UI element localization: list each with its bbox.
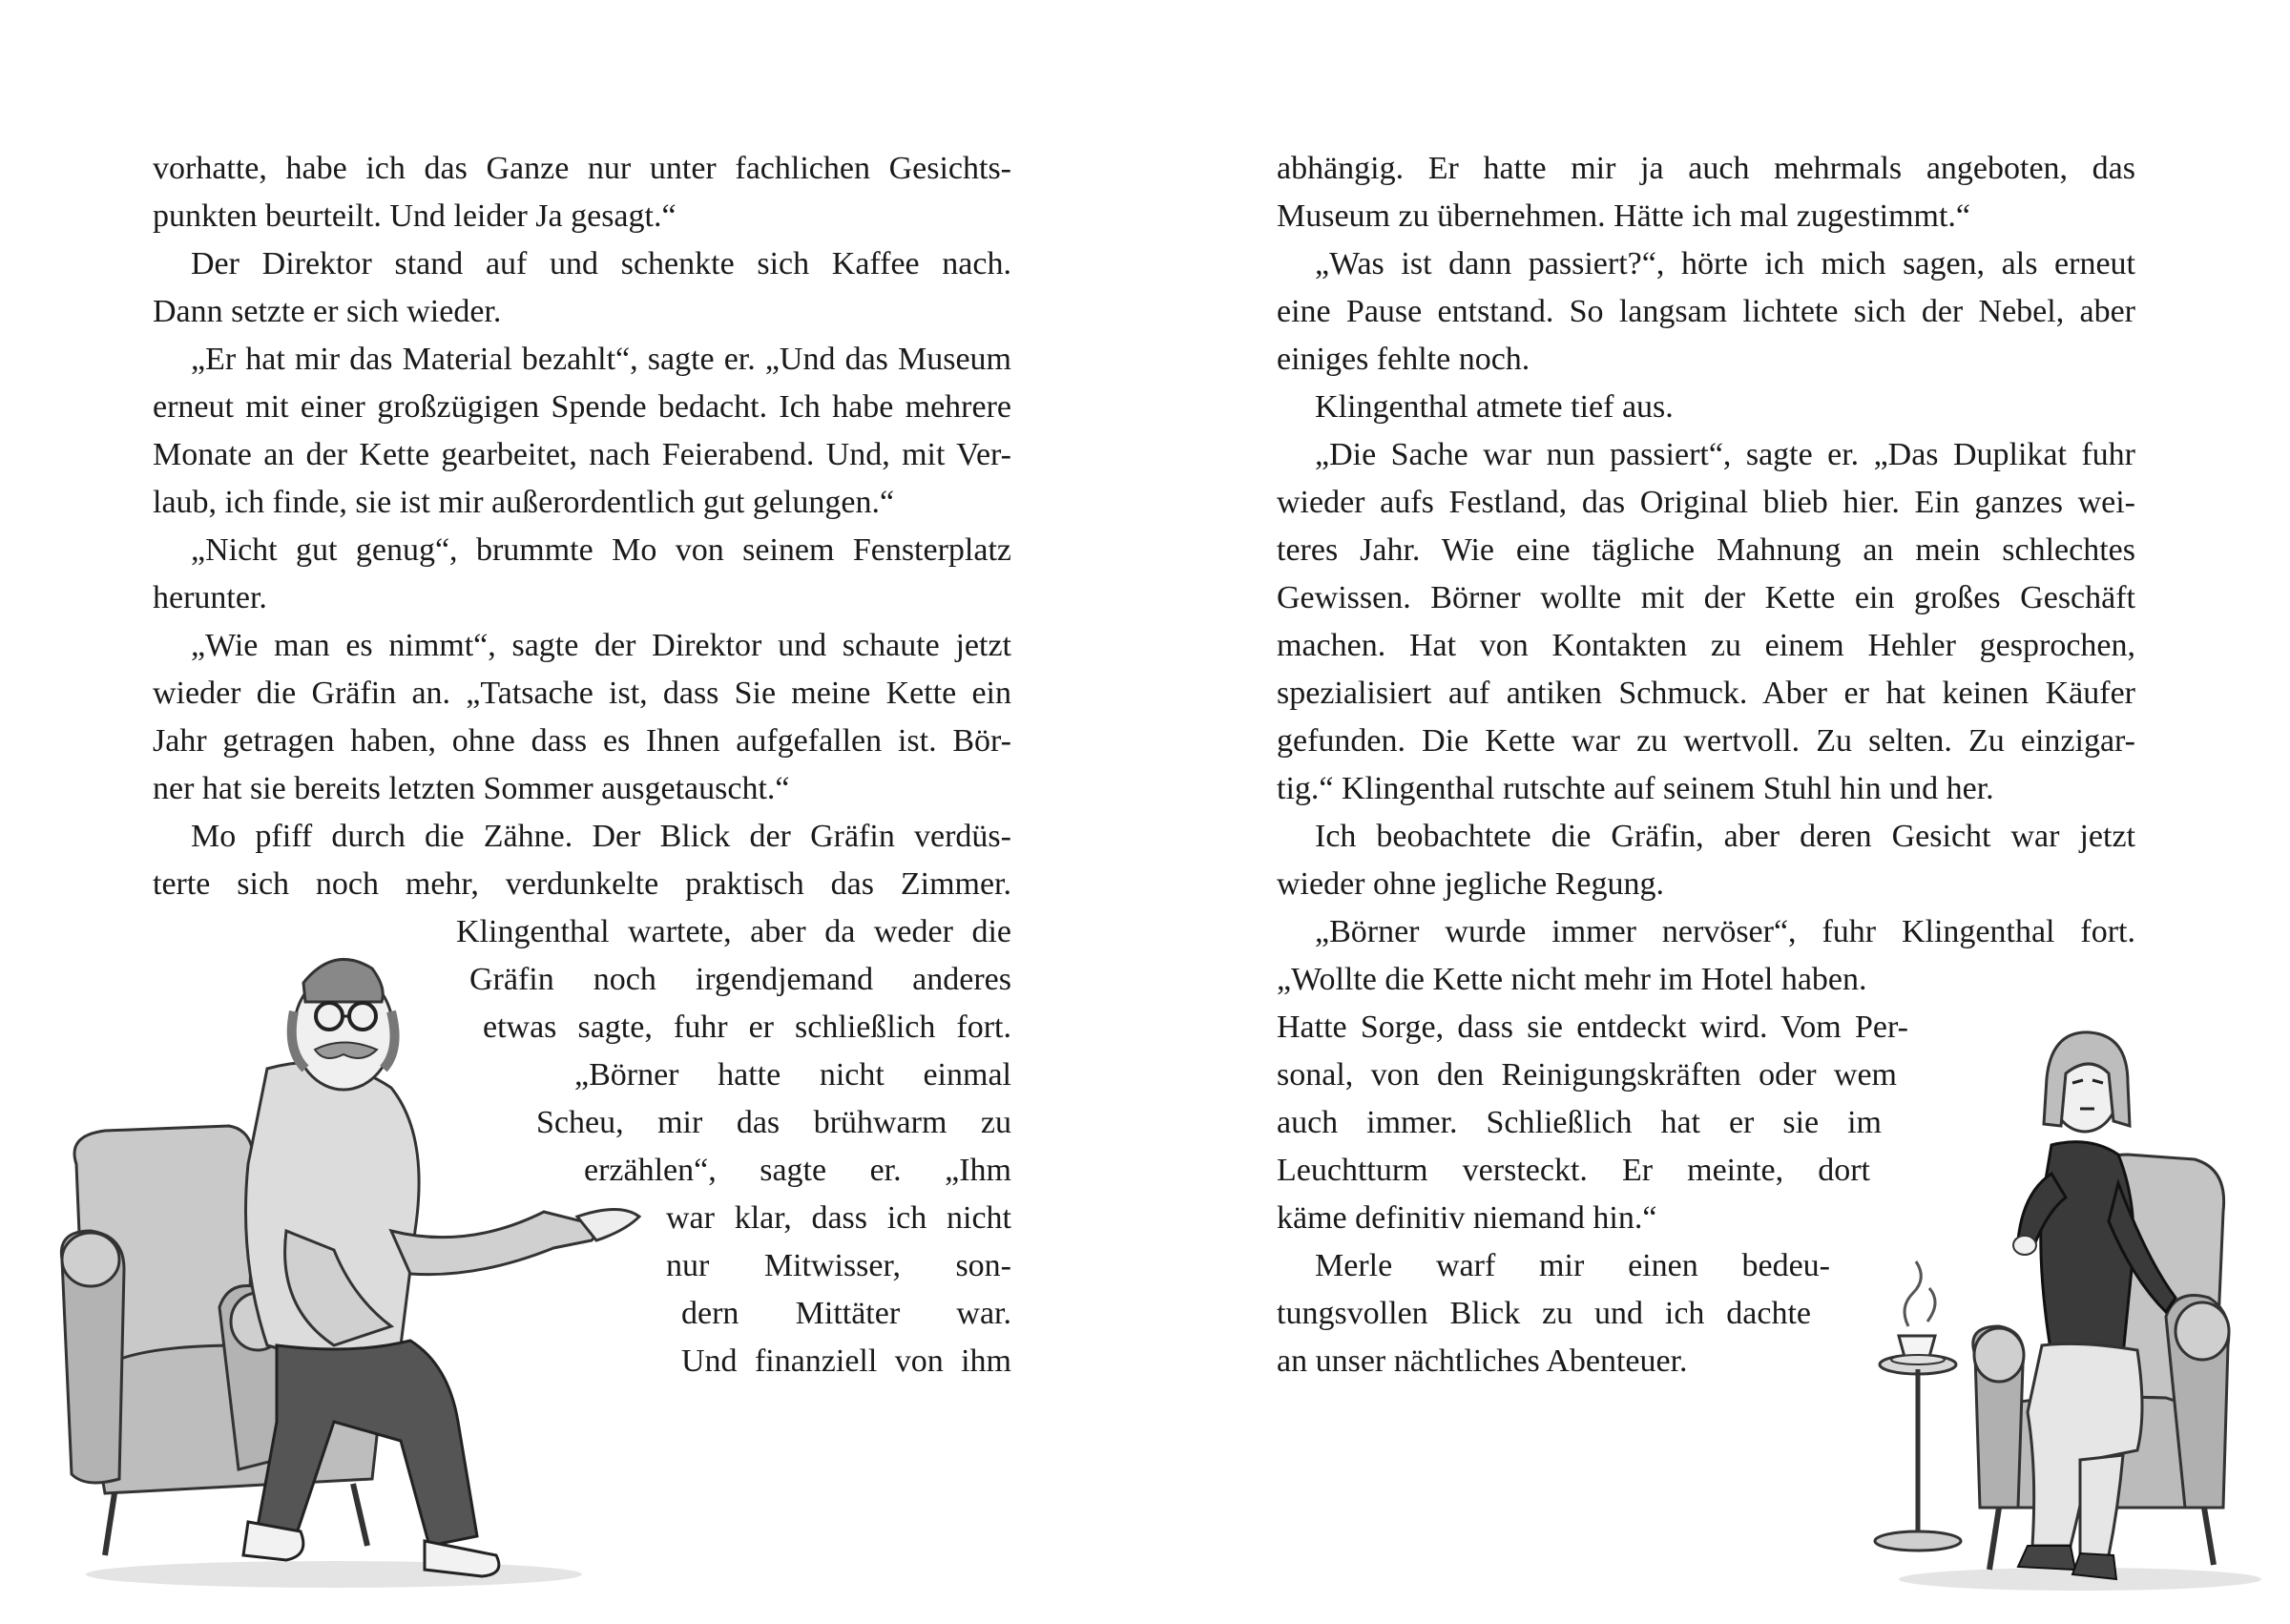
- text-line: erneut mit einer großzügigen Spende bedacht. Ich habe mehrere: [153, 389, 1011, 425]
- right-page-runaround: [1277, 1242, 1830, 1290]
- text-line: auch immer. Schließlich hat er sie im: [1277, 1105, 1882, 1140]
- left-page-runaround: [666, 1195, 1011, 1242]
- text-line: käme definitiv niemand hin.“: [1277, 1200, 1657, 1236]
- man-in-armchair-illustration: [48, 945, 658, 1593]
- text-line: einiges fehlte noch.: [1277, 342, 1530, 377]
- text-line: dern Mittäter war.: [681, 1296, 1011, 1331]
- text-line: Scheu, mir das brühwarm zu: [536, 1105, 1011, 1140]
- right-page-runaround: [1277, 1290, 1811, 1338]
- text-line: Merle warf mir einen bedeu-: [1315, 1248, 1830, 1283]
- text-line: etwas sagte, fuhr er schließlich fort.: [483, 1010, 1011, 1045]
- left-page-runaround: [681, 1290, 1011, 1338]
- right-page-text: [1277, 145, 2135, 1004]
- text-line: punkten beurteilt. Und leider Ja gesagt.“: [153, 198, 677, 234]
- text-line: ner hat sie bereits letzten Sommer ausgetauscht.“: [153, 771, 790, 806]
- text-line: teres Jahr. Wie eine tägliche Mahnung an mein schlechtes: [1277, 532, 2135, 568]
- text-line: Dann setzte er sich wieder.: [153, 294, 502, 329]
- text-line: Klingenthal atmete tief aus.: [1315, 389, 1674, 425]
- text-line: Gewissen. Börner wollte mit der Kette ein großes Geschäft: [1277, 580, 2135, 615]
- text-line: erzählen“, sagte er. „Ihm: [584, 1153, 1011, 1188]
- woman-in-armchair-illustration: [1765, 1011, 2271, 1603]
- text-line: Museum zu übernehmen. Hätte ich mal zugestimmt.“: [1277, 198, 1971, 234]
- text-line: Ich beobachtete die Gräfin, aber deren Gesicht war jetzt: [1315, 819, 2135, 854]
- text-line: an unser nächtliches Abenteuer.: [1277, 1343, 1688, 1379]
- text-line: tig.“ Klingenthal rutschte auf seinem Stuhl hin und her.: [1277, 771, 1994, 806]
- text-line: nur Mitwisser, son-: [666, 1248, 1011, 1283]
- left-page-runaround: [666, 1242, 1011, 1290]
- text-line: Der Direktor stand auf und schenkte sich Kaffee nach.: [191, 246, 1011, 281]
- left-page-runaround: [681, 1338, 1011, 1385]
- text-line: wieder ohne jegliche Regung.: [1277, 866, 1664, 902]
- text-line: Leuchtturm versteckt. Er meinte, dort: [1277, 1153, 1870, 1188]
- text-line: terte sich noch mehr, verdunkelte praktisch das Zimmer.: [153, 866, 1011, 902]
- text-line: Klingenthal wartete, aber da weder die: [456, 914, 1011, 949]
- text-line: wieder aufs Festland, das Original blieb hier. Ein ganzes wei-: [1277, 485, 2135, 520]
- text-line: „Er hat mir das Material bezahlt“, sagte er. „Und das Museum: [191, 342, 1011, 377]
- left-page-text: [153, 145, 1011, 908]
- right-page-runaround: [1277, 1338, 1811, 1385]
- text-line: „Börner hatte nicht einmal: [574, 1057, 1011, 1093]
- text-line: vorhatte, habe ich das Ganze nur unter fachlichen Gesichts-: [153, 151, 1011, 186]
- text-line: wieder die Gräfin an. „Tatsache ist, dass Sie meine Kette ein: [153, 676, 1011, 711]
- text-line: tungsvollen Blick zu und ich dachte: [1277, 1296, 1811, 1331]
- text-line: „Nicht gut genug“, brummte Mo von seinem Fensterplatz: [191, 532, 1011, 568]
- text-line: herunter.: [153, 580, 267, 615]
- text-line: „Wie man es nimmt“, sagte der Direktor und schaute jetzt: [191, 628, 1011, 663]
- text-line: Gräfin noch irgendjemand anderes: [469, 962, 1011, 997]
- right-page: [1145, 0, 2290, 1624]
- text-line: „Was ist dann passiert?“, hörte ich mich sagen, als erneut: [1315, 246, 2135, 281]
- text-line: spezialisiert auf antiken Schmuck. Aber er hat keinen Käufer: [1277, 676, 2135, 711]
- text-line: laub, ich finde, sie ist mir außerordentlich gut gelungen.“: [153, 485, 895, 520]
- text-line: Monate an der Kette gearbeitet, nach Feierabend. Und, mit Ver-: [153, 437, 1011, 472]
- text-line: „Wollte die Kette nicht mehr im Hotel haben.: [1277, 962, 1867, 997]
- text-line: war klar, dass ich nicht: [666, 1200, 1011, 1236]
- text-line: abhängig. Er hatte mir ja auch mehrmals angeboten, das: [1277, 151, 2135, 186]
- text-line: „Die Sache war nun passiert“, sagte er. „Das Duplikat fuhr: [1315, 437, 2135, 472]
- right-page-runaround: [1277, 1195, 1849, 1242]
- text-line: Hatte Sorge, dass sie entdeckt wird. Vom Per-: [1277, 1010, 1908, 1045]
- text-line: eine Pause entstand. So langsam lichtete sich der Nebel, aber: [1277, 294, 2135, 329]
- text-line: gefunden. Die Kette war zu wertvoll. Zu selten. Zu einzigar-: [1277, 723, 2135, 759]
- text-line: machen. Hat von Kontakten zu einem Hehler gesprochen,: [1277, 628, 2135, 663]
- text-line: Und finanziell von ihm: [681, 1343, 1011, 1379]
- text-line: Mo pfiff durch die Zähne. Der Blick der Gräfin verdüs-: [191, 819, 1011, 854]
- text-line: sonal, von den Reinigungskräften oder wem: [1277, 1057, 1897, 1093]
- text-line: Jahr getragen haben, ohne dass es Ihnen aufgefallen ist. Bör-: [153, 723, 1011, 759]
- text-line: „Börner wurde immer nervöser“, fuhr Klingenthal fort.: [1315, 914, 2135, 949]
